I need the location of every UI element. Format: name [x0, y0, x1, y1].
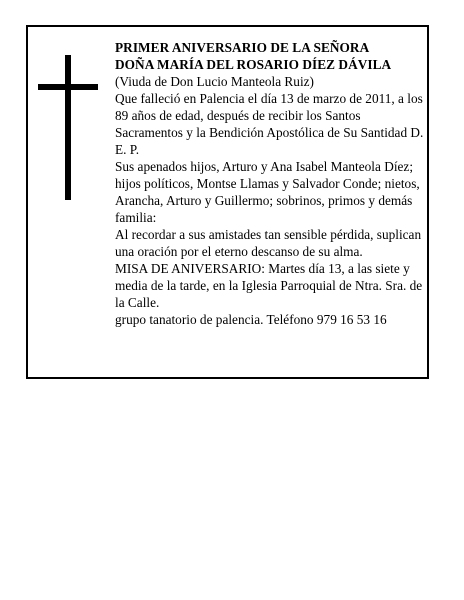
notice-heading-line-1: PRIMER ANIVERSARIO DE LA SEÑORA: [115, 40, 370, 55]
death-paragraph: Que falleció en Palencia el día 13 de marzo de 2011, a los 89 años de edad, después de recibir los Santos Sacramentos y la Bendición Apostólica de Su Santidad D. E. P.: [115, 91, 424, 157]
cross-vertical-bar: [65, 55, 71, 200]
funeral-home-contact: grupo tanatorio de palencia. Teléfono 979 16 53 16: [115, 312, 387, 327]
obituary-notice-frame: [26, 25, 429, 379]
cross-horizontal-bar: [38, 84, 98, 90]
family-paragraph: Sus apenados hijos, Arturo y Ana Isabel Manteola Díez; hijos políticos, Montse Llamas y Salvador Conde; nietos, Arancha, Arturo y Guillermo; sobrinos, primos y demás familia:: [115, 159, 420, 225]
notice-subtitle: (Viuda de Don Lucio Manteola Ruiz): [115, 74, 314, 89]
notice-heading-line-2: DOÑA MARÍA DEL ROSARIO DÍEZ DÁVILA: [115, 57, 392, 72]
mass-paragraph: MISA DE ANIVERSARIO: Martes día 13, a las siete y media de la tarde, en la Iglesia Parroquial de Ntra. Sra. de la Calle.: [115, 261, 423, 310]
notice-text: [115, 39, 425, 328]
request-paragraph: Al recordar a sus amistades tan sensible pérdida, suplican una oración por el eterno descanso de su alma.: [115, 227, 422, 259]
cross-icon: [38, 55, 98, 200]
